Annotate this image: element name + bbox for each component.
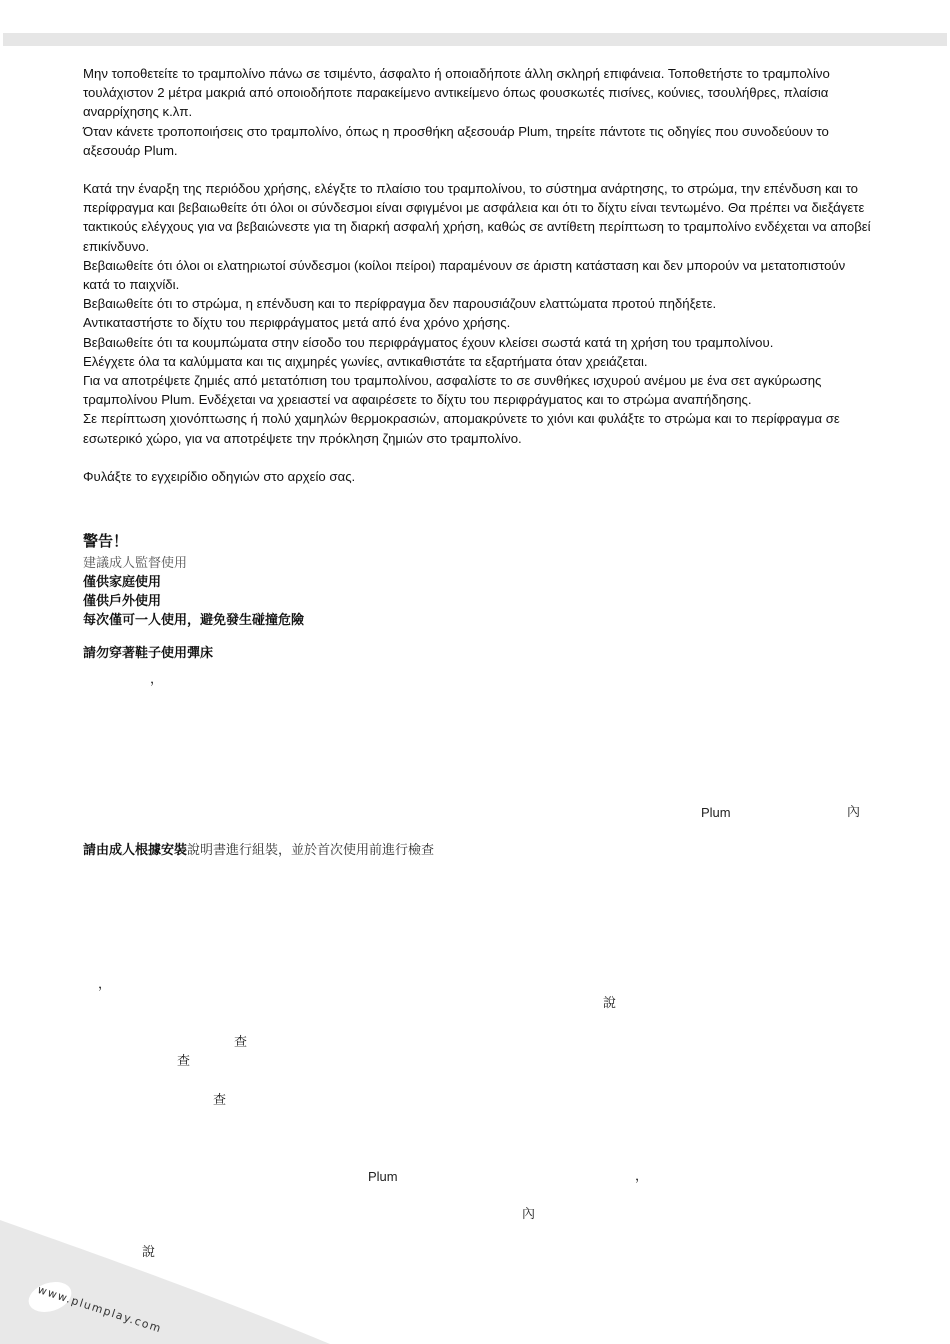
text-fragment: 內 (847, 805, 861, 820)
text-fragment: ， (635, 1169, 649, 1184)
greek-paragraph: Μην τοποθετείτε το τραμπολίνο πάνω σε τσιμέντο, άσφαλτο ή οποιαδήποτε άλλη σκληρή επιφάνεια. Τοποθετήστε το τραμπολίνο τουλάχιστον 2 μέτρα μακριά από οποιοδήποτε παρακείμενο αντικείμενο όπως φουσκωτές πισίνες, κούνιες, τσουλήθρες, πλαίσια αναρρίχησης κ.λπ. (83, 66, 830, 120)
greek-paragraph: Κατά την έναρξη της περιόδου χρήσης, ελέγξτε το πλαίσιο του τραμπολίνου, το σύστημα ανάρτησης, το στρώμα, την επένδυση και το περίφραγμα και βεβαιωθείτε ότι όλοι οι σύνδεσμοι είναι σφιγμένοι με ασφάλεια και ότι το δίχτυ είναι τεντωμένο. Θα πρέπει να διεξάγετε τακτικούς ελέγχους για να βεβαιώνεστε για τη διαρκή ασφαλή χρήση, καθώς σε αντίθετη περίπτωση το τραμπολίνο ενδέχεται να αποβεί επικίνδυνο. (83, 181, 871, 254)
warning-line-supervision: 建議成人監督使用 (83, 556, 188, 571)
greek-instructions (83, 64, 873, 486)
assembly-instruction-bold: 請由成人根據安裝 (83, 843, 188, 858)
text-fragment: 查 (234, 1035, 248, 1050)
greek-paragraph: Βεβαιωθείτε ότι όλοι οι ελατηριωτοί σύνδεσμοι (κοίλοι πείροι) παραμένουν σε άριστη κατάσταση και δεν μπορούν να μετατοπιστούν κατά το παιχνίδι. (83, 257, 846, 293)
greek-paragraph: Αντικαταστήστε το δίχτυ του περιφράγματος μετά από ένα χρόνο χρήσης. (83, 315, 511, 331)
greek-paragraph: Όταν κάνετε τροποποιήσεις στο τραμπολίνο, όπως η προσθήκη αξεσουάρ Plum, τηρείτε πάντοτε τις οδηγίες που συνοδεύουν το αξεσουάρ Plum. (83, 123, 829, 158)
text-fragment: 說 (142, 1245, 156, 1260)
decorative-swoosh (0, 1190, 360, 1344)
text-fragment: Plum (368, 1169, 398, 1184)
text-fragment: 說 (603, 996, 617, 1011)
website-url[interactable]: www.plumplay.com (35, 1283, 164, 1336)
greek-paragraph: Για να αποτρέψετε ζημιές από μετατόπιση του τραμπολίνου, ασφαλίστε το σε συνθήκες ισχυρού ανέμου με ένα σετ αγκύρωσης τραμπολίνου Plum. Ενδέχεται να χρειαστεί να αφαιρέσετε το δίχτυ του περιφράγματος και το στρώμα αναπήδησης. (83, 373, 822, 408)
greek-paragraph: Ελέγχετε όλα τα καλύμματα και τις αιχμηρές γωνίες, αντικαθιστάτε τα εξαρτήματα όταν χρειάζεται. (83, 353, 648, 369)
text-fragment: 查 (213, 1093, 227, 1108)
text-fragment: Plum (701, 805, 731, 820)
text-fragment: 內 (522, 1207, 536, 1222)
text-fragment: ， (150, 672, 164, 687)
greek-paragraph: Σε περίπτωση χιονόπτωσης ή πολύ χαμηλών θερμοκρασιών, απομακρύνετε το χιόνι και φυλάξτε το στρώμα και το περίφραγμα σε εσωτερικό χώρο, για να αποτρέψετε την πρόκληση ζημιών στο τραμπολίνο. (83, 411, 840, 446)
warning-line-no-shoes: 請勿穿著鞋子使用彈床 (83, 646, 214, 661)
assembly-instruction-rest: 說明書進行組裝，並於首次使用前進行檢查 (187, 843, 435, 858)
chinese-warning-block (83, 528, 873, 663)
warning-title: 警告！ (83, 532, 129, 550)
greek-paragraph: Βεβαιωθείτε ότι τα κουμπώματα στην είσοδο του περιφράγματος έχουν κλείσει σωστά κατά τη χρήση του τραμπολίνου. (83, 334, 774, 350)
warning-line-home-use: 僅供家庭使用 (83, 575, 162, 590)
greek-paragraph: Βεβαιωθείτε ότι το στρώμα, η επένδυση και το περίφραγμα δεν παρουσιάζουν ελαττώματα προτού πηδήξετε. (83, 296, 717, 312)
assembly-instruction (83, 843, 434, 859)
text-fragment: ， (98, 977, 112, 992)
warning-line-one-person: 每次僅可一人使用，避免發生碰撞危險 (83, 613, 305, 628)
header-bar (3, 33, 947, 46)
greek-closing-note: Φυλάξτε το εγχειρίδιο οδηγιών στο αρχείο σας. (83, 468, 356, 484)
warning-line-outdoor-use: 僅供戶外使用 (83, 594, 162, 609)
text-fragment: 查 (177, 1054, 191, 1069)
